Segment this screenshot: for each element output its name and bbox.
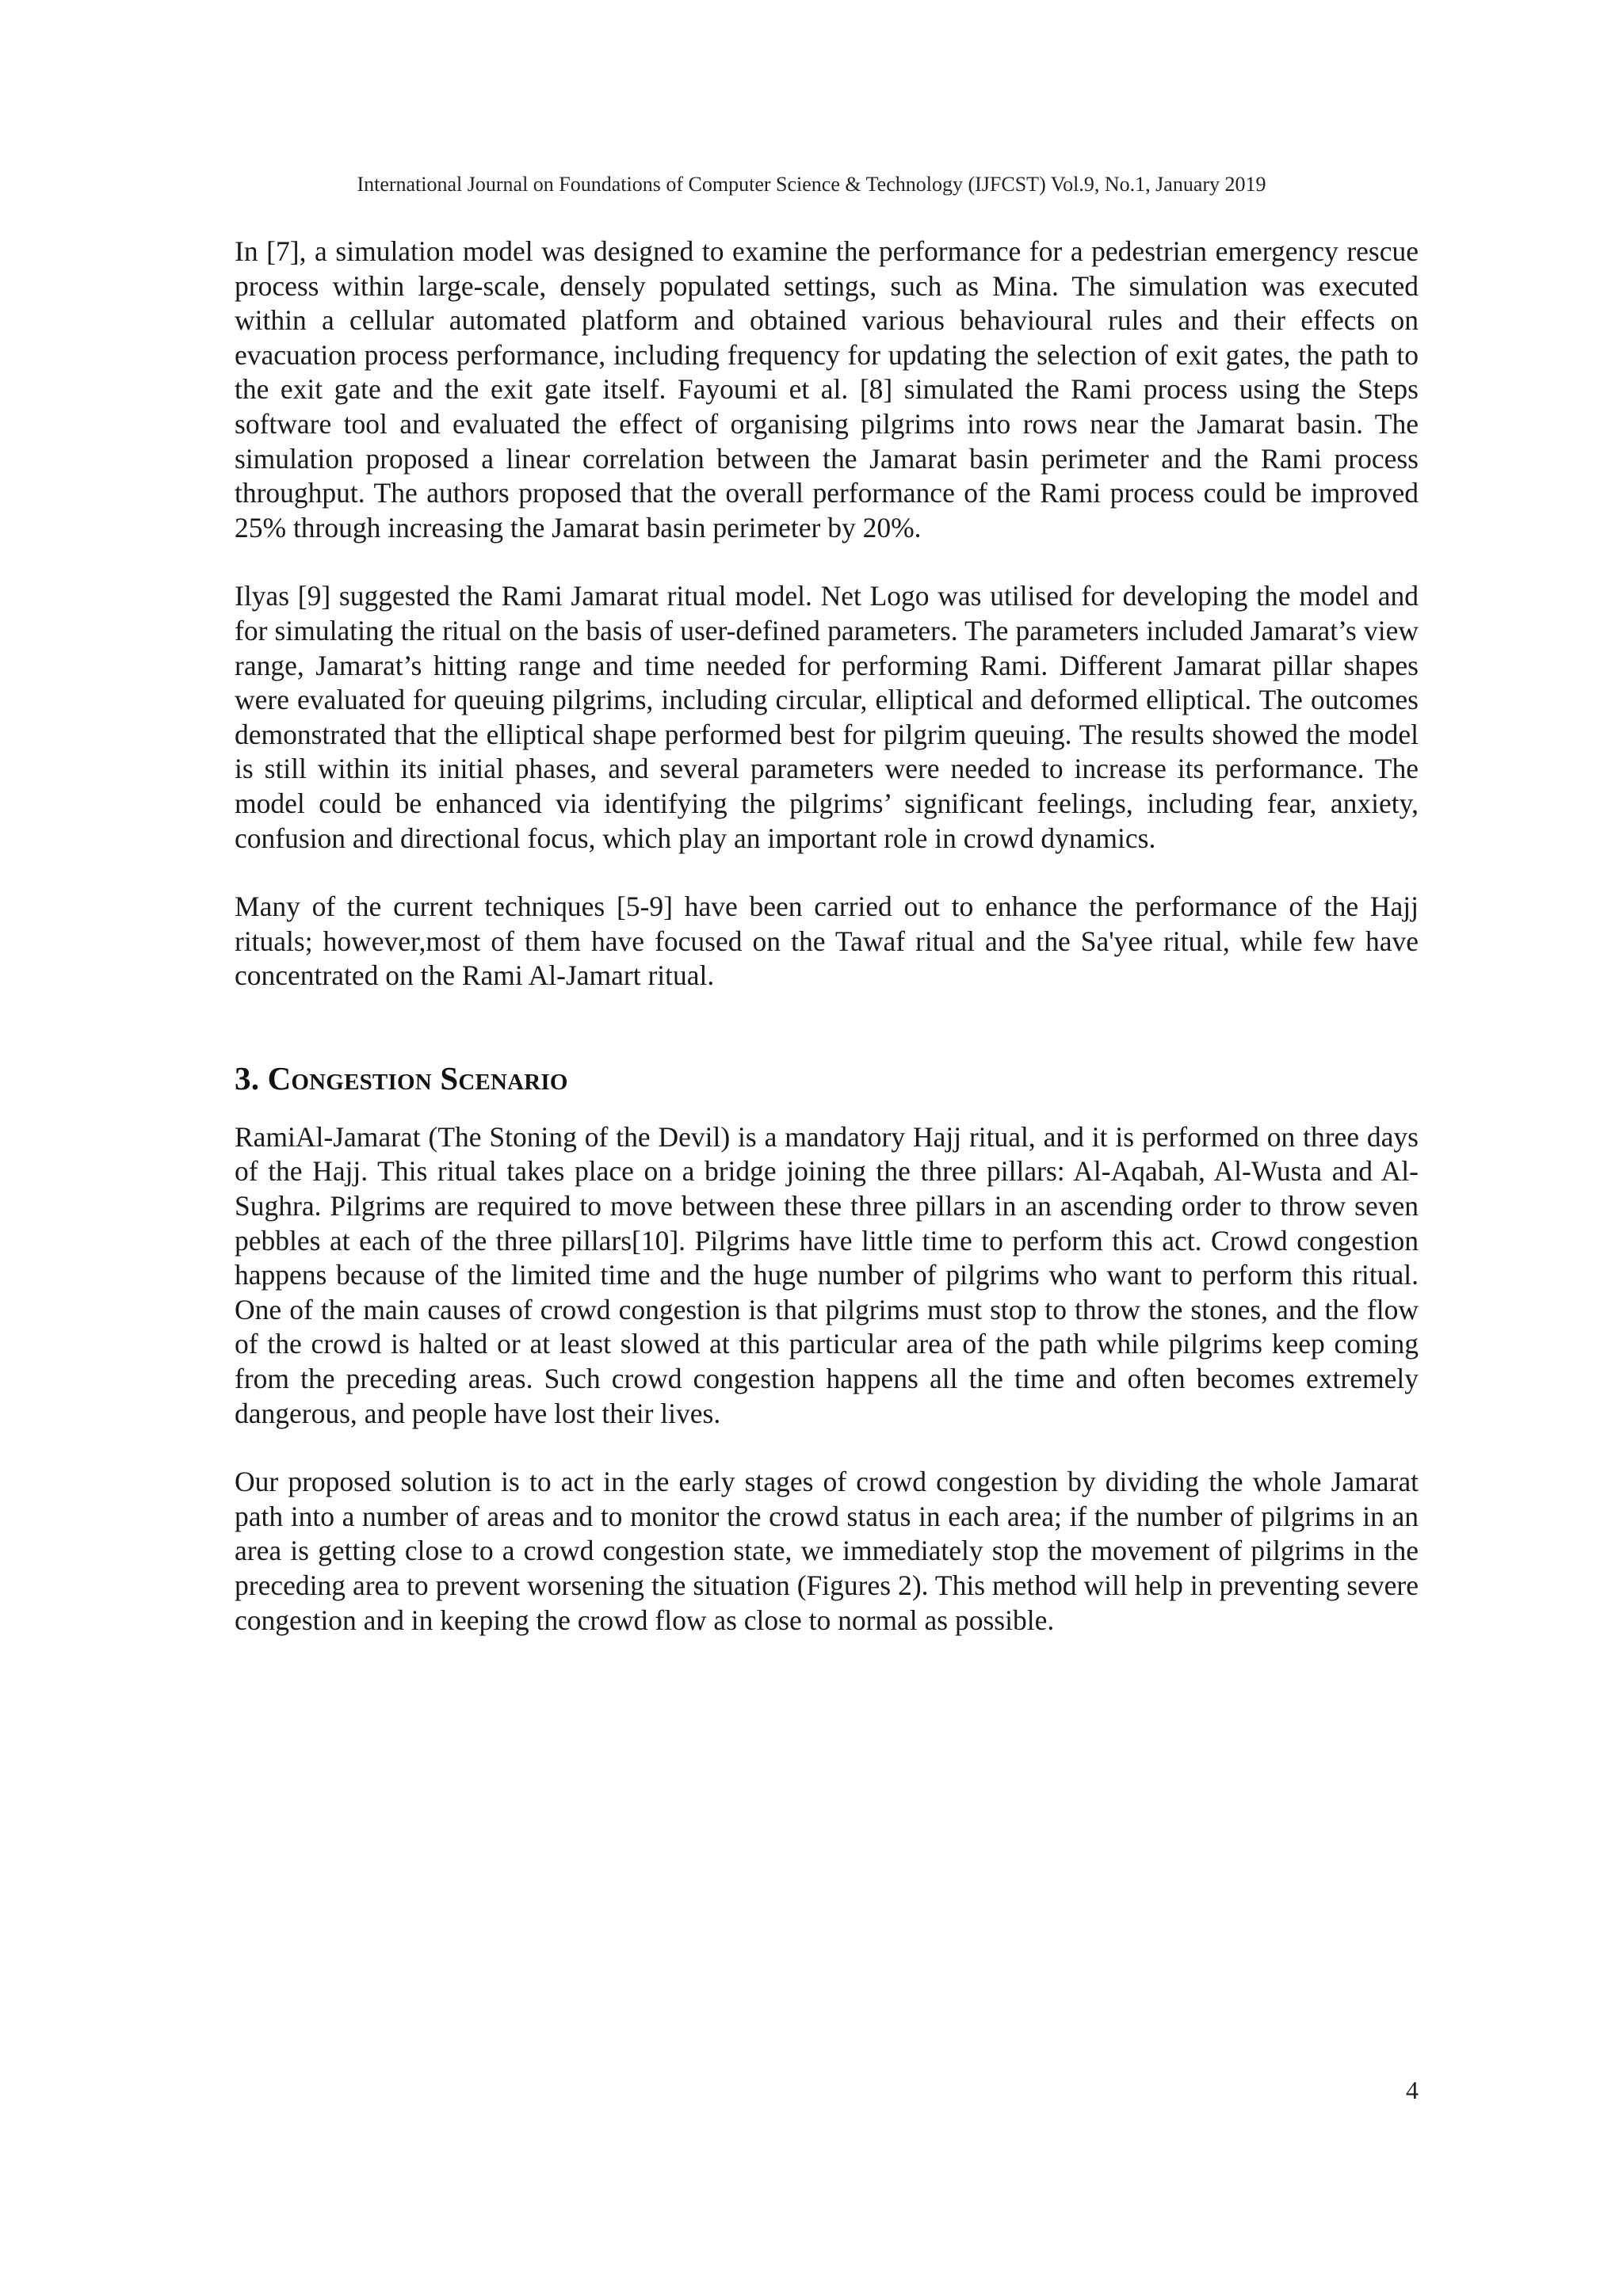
paragraph-related-work-summary: Many of the current techniques [5-9] have been carried out to enhance the performance of the Hajj rituals; however,most of them have focused on the Tawaf ritual and the Sa'yee ritual, while few have concentrated on the Rami Al-Jamart ritual. xyxy=(235,891,1419,992)
section-heading: 3. Congestion Scenario xyxy=(235,1059,568,1097)
page-body xyxy=(235,235,1419,1638)
paragraph-related-work-ilyas: Ilyas [9] suggested the Rami Jamarat ritual model. Net Logo was utilised for developing the model and for simulating the ritual on the basis of user-defined parameters. The parameters included Jamarat’s view range, Jamarat’s hitting range and time needed for performing Rami. Different Jamarat pillar shapes were evaluated for queuing pilgrims, including circular, elliptical and deformed elliptical. The outcomes demonstrated that the elliptical shape performed best for pilgrim queuing. The results showed the model is still within its initial phases, and several parameters were needed to increase its performance. The model could be enhanced via identifying the pilgrims’ significant feelings, including fear, anxiety, confusion and directional focus, which play an important role in crowd dynamics. xyxy=(235,580,1419,854)
paragraph-proposed-solution: Our proposed solution is to act in the early stages of crowd congestion by dividing the whole Jamarat path into a number of areas and to monitor the crowd status in each area; if the number of pilgrims in an area is getting close to a crowd congestion state, we immediately stop the movement of pilgrims in the preceding area to prevent worsening the situation (Figures 2). This method will help in preventing severe congestion and in keeping the crowd flow as close to normal as possible. xyxy=(235,1466,1419,1636)
running-header: International Journal on Foundations of Computer Science & Technology (IJFCST) Vol.9, No.1, January 2019 xyxy=(357,173,1266,196)
paragraph-congestion-description: RamiAl-Jamarat (The Stoning of the Devil) is a mandatory Hajj ritual, and it is performed on three days of the Hajj. This ritual takes place on a bridge joining the three pillars: Al-Aqabah, Al-Wusta and Al-Sughra. Pilgrims are required to move between these three pillars in an ascending order to throw seven pebbles at each of the three pillars[10]. Pilgrims have little time to perform this act. Crowd congestion happens because of the limited time and the huge number of pilgrims who want to perform this ritual. One of the main causes of crowd congestion is that pilgrims must stop to throw the stones, and the flow of the crowd is halted or at least slowed at this particular area of the path while pilgrims keep coming from the preceding areas. Such crowd congestion happens all the time and often becomes extremely dangerous, and people have lost their lives. xyxy=(235,1120,1419,1429)
paragraph-related-work-simulation: In [7], a simulation model was designed to examine the performance for a pedestrian emergency rescue process within large-scale, densely populated settings, such as Mina. The simulation was executed within a cellular automated platform and obtained various behavioural rules and their effects on evacuation process performance, including frequency for updating the selection of exit gates, the path to the exit gate and the exit gate itself. Fayoumi et al. [8] simulated the Rami process using the Steps software tool and evaluated the effect of organising pilgrims into rows near the Jamarat basin. The simulation proposed a linear correlation between the Jamarat basin perimeter and the Rami process throughput. The authors proposed that the overall performance of the Rami process could be improved 25% through increasing the Jamarat basin perimeter by 20%. xyxy=(235,235,1419,543)
page-number: 4 xyxy=(1406,2076,1419,2104)
